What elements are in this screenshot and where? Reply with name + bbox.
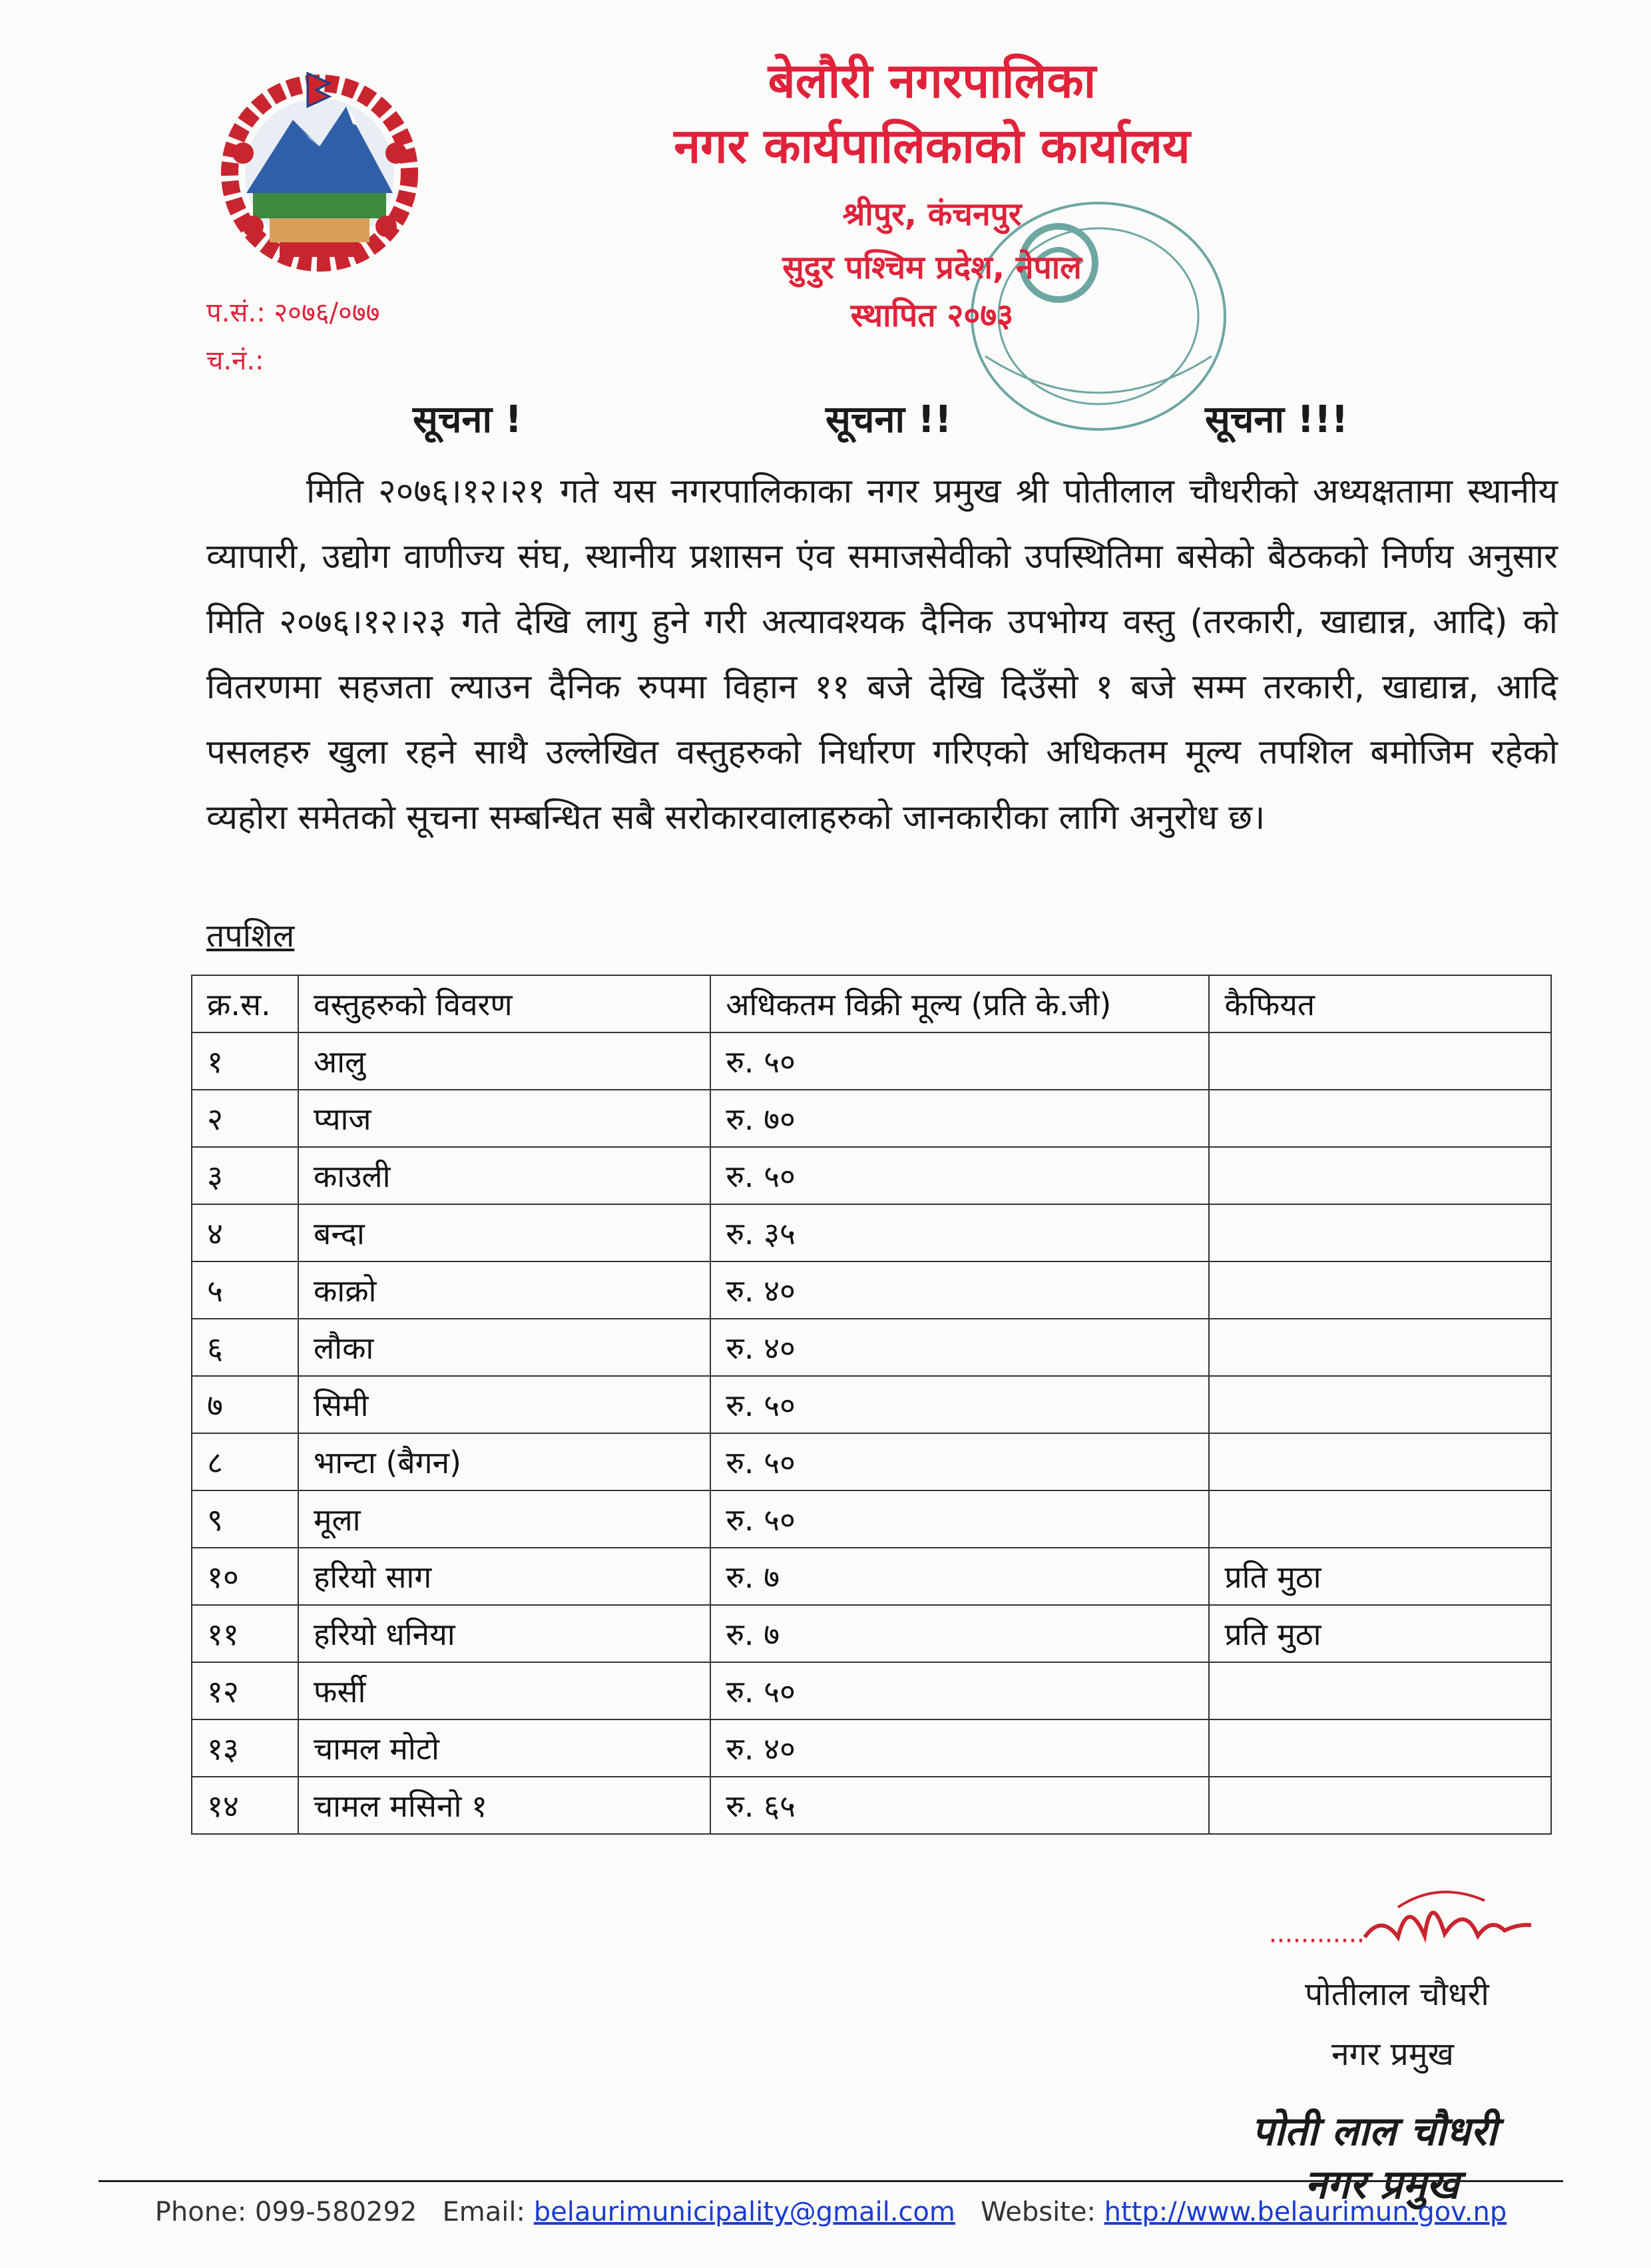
cell-serial: ६ [192, 1319, 298, 1376]
cell-remarks [1209, 1090, 1551, 1147]
signatory-name: पोतीलाल चौधरी [1305, 1976, 1489, 2013]
cell-item: सिमी [298, 1376, 710, 1433]
details-heading: तपशिल [206, 917, 295, 955]
cell-serial: ८ [192, 1433, 298, 1490]
table-row [192, 1147, 1551, 1204]
cell-price: रु. ४० [710, 1261, 1209, 1319]
cell-item: लौका [298, 1319, 710, 1376]
notice-heading-2: सूचना !! [826, 398, 952, 441]
address-line: श्रीपुर, कंचनपुर [842, 196, 1022, 233]
cell-serial: १ [192, 1032, 298, 1090]
cell-remarks [1209, 1433, 1551, 1490]
column-header-item: वस्तुहरुको विवरण [298, 975, 710, 1032]
cell-remarks [1209, 1490, 1551, 1548]
cell-item: काक्रो [298, 1261, 710, 1319]
cell-serial: ७ [192, 1376, 298, 1433]
cell-item: बन्दा [298, 1204, 710, 1261]
cell-remarks [1209, 1662, 1551, 1719]
stamp-title: नगर प्रमुख [1305, 2161, 1459, 2208]
reference-number: प.सं.: २०७६/०७७ [206, 298, 380, 328]
cell-price: रु. ५० [710, 1147, 1209, 1204]
cell-item: चामल मोटो [298, 1719, 710, 1777]
table-row [192, 1490, 1551, 1548]
phone-number: 099-580292 [254, 2197, 417, 2227]
footer-divider [99, 2180, 1563, 2182]
cell-remarks [1209, 1319, 1551, 1376]
notice-heading-3: सूचना !!! [1205, 398, 1349, 441]
price-table [191, 975, 1552, 1835]
cell-price: रु. ५० [710, 1490, 1209, 1548]
cell-item: हरियो धनिया [298, 1605, 710, 1662]
cell-item: भान्टा (बैगन) [298, 1433, 710, 1490]
cell-item: प्याज [298, 1090, 710, 1147]
website-link[interactable]: http://www.belaurimun.gov.np [1104, 2197, 1507, 2227]
signature-mark [1265, 1877, 1544, 1964]
cell-remarks [1209, 1261, 1551, 1319]
cell-serial: १२ [192, 1662, 298, 1719]
cell-serial: ५ [192, 1261, 298, 1319]
phone-label: Phone: [154, 2197, 247, 2227]
column-header-serial: क्र.स. [192, 975, 298, 1032]
table-row [192, 1548, 1551, 1605]
notice-heading-1: सूचना ! [413, 398, 523, 441]
cell-remarks [1209, 1032, 1551, 1090]
province-line: सुदुर पश्चिम प्रदेश, नेपाल [782, 249, 1082, 286]
cell-remarks [1209, 1147, 1551, 1204]
email-label: Email: [442, 2197, 525, 2227]
cell-remarks: प्रति मुठा [1209, 1548, 1551, 1605]
stamp-name: पोती लाल चौधरी [1252, 2108, 1497, 2155]
cell-price: रु. ७ [710, 1605, 1209, 1662]
table-row [192, 1204, 1551, 1261]
footer [99, 2197, 1563, 2227]
table-row [192, 1319, 1551, 1376]
cell-remarks [1209, 1204, 1551, 1261]
cell-item: फर्सी [298, 1662, 710, 1719]
cell-price: रु. ३५ [710, 1204, 1209, 1261]
cell-item: चामल मसिनो १ [298, 1777, 710, 1834]
cell-price: रु. ५० [710, 1662, 1209, 1719]
table-row [192, 1032, 1551, 1090]
cell-serial: ४ [192, 1204, 298, 1261]
table-row [192, 1719, 1551, 1777]
cell-price: रु. ६५ [710, 1777, 1209, 1834]
municipality-name: बेलौरी नगरपालिका [768, 53, 1096, 109]
cell-price: रु. ७ [710, 1548, 1209, 1605]
office-name: नगर कार्यपालिकाको कार्यालय [674, 118, 1190, 174]
table-row [192, 1605, 1551, 1662]
table-body [192, 1032, 1551, 1834]
table-row [192, 1090, 1551, 1147]
cell-item: मूला [298, 1490, 710, 1548]
cell-item: आलु [298, 1032, 710, 1090]
cell-price: रु. ७० [710, 1090, 1209, 1147]
dispatch-number: च.नं.: [206, 345, 264, 376]
column-header-remarks: कैफियत [1209, 975, 1551, 1032]
table-row [192, 1662, 1551, 1719]
cell-remarks [1209, 1376, 1551, 1433]
email-link[interactable]: belaurimunicipality@gmail.com [533, 2197, 955, 2227]
established-line: स्थापित २०७३ [850, 297, 1014, 334]
cell-remarks [1209, 1719, 1551, 1777]
column-header-price: अधिकतम विक्री मूल्य (प्रति के.जी) [710, 975, 1209, 1032]
cell-serial: ३ [192, 1147, 298, 1204]
cell-price: रु. ५० [710, 1376, 1209, 1433]
table-row [192, 1777, 1551, 1834]
cell-remarks [1209, 1777, 1551, 1834]
table-row [192, 1376, 1551, 1433]
notice-body: मिति २०७६।१२।२१ गते यस नगरपालिकाका नगर प्रमुख श्री पोतीलाल चौधरीको अध्यक्षतामा स्थानीय व्यापारी, उद्योग वाणीज्य संघ, स्थानीय प्रशासन एंव समाजसेवीको उपस्थितिमा बसेको बैठकको निर्णय अनुसार मिति २०७६।१२।२३ गते देखि लागु हुने गरी अत्यावश्यक दैनिक उपभोग्य वस्तु (तरकारी, खाद्यान्न, आदि) को वितरणमा सहजता ल्याउन दैनिक रुपमा विहान ११ बजे देखि दिउँसो १ बजे सम्म तरकारी, खाद्यान्न, आदि पसलहरु खुला रहने साथै उल्लेखित वस्तुहरुको निर्धारण गरिएको अधिकतम मूल्य तपशिल बमोजिम रहेको व्यहोरा समेतको सूचना सम्बन्धित सबै सरोकारवालाहरुको जानकारीका लागि अनुरोध छ। [206, 472, 1558, 837]
cell-remarks: प्रति मुठा [1209, 1605, 1551, 1662]
cell-serial: १० [192, 1548, 298, 1605]
cell-price: रु. ४० [710, 1719, 1209, 1777]
cell-price: रु. ४० [710, 1319, 1209, 1376]
table-row [192, 1433, 1551, 1490]
cell-price: रु. ५० [710, 1433, 1209, 1490]
signatory-title: नगर प्रमुख [1331, 2036, 1454, 2073]
website-label: Website: [981, 2197, 1096, 2227]
cell-item: काउली [298, 1147, 710, 1204]
cell-serial: २ [192, 1090, 298, 1147]
table-header-row [192, 975, 1551, 1032]
cell-price: रु. ५० [710, 1032, 1209, 1090]
cell-serial: १४ [192, 1777, 298, 1834]
cell-serial: ११ [192, 1605, 298, 1662]
cell-item: हरियो साग [298, 1548, 710, 1605]
table-row [192, 1261, 1551, 1319]
cell-serial: १३ [192, 1719, 298, 1777]
cell-serial: ९ [192, 1490, 298, 1548]
